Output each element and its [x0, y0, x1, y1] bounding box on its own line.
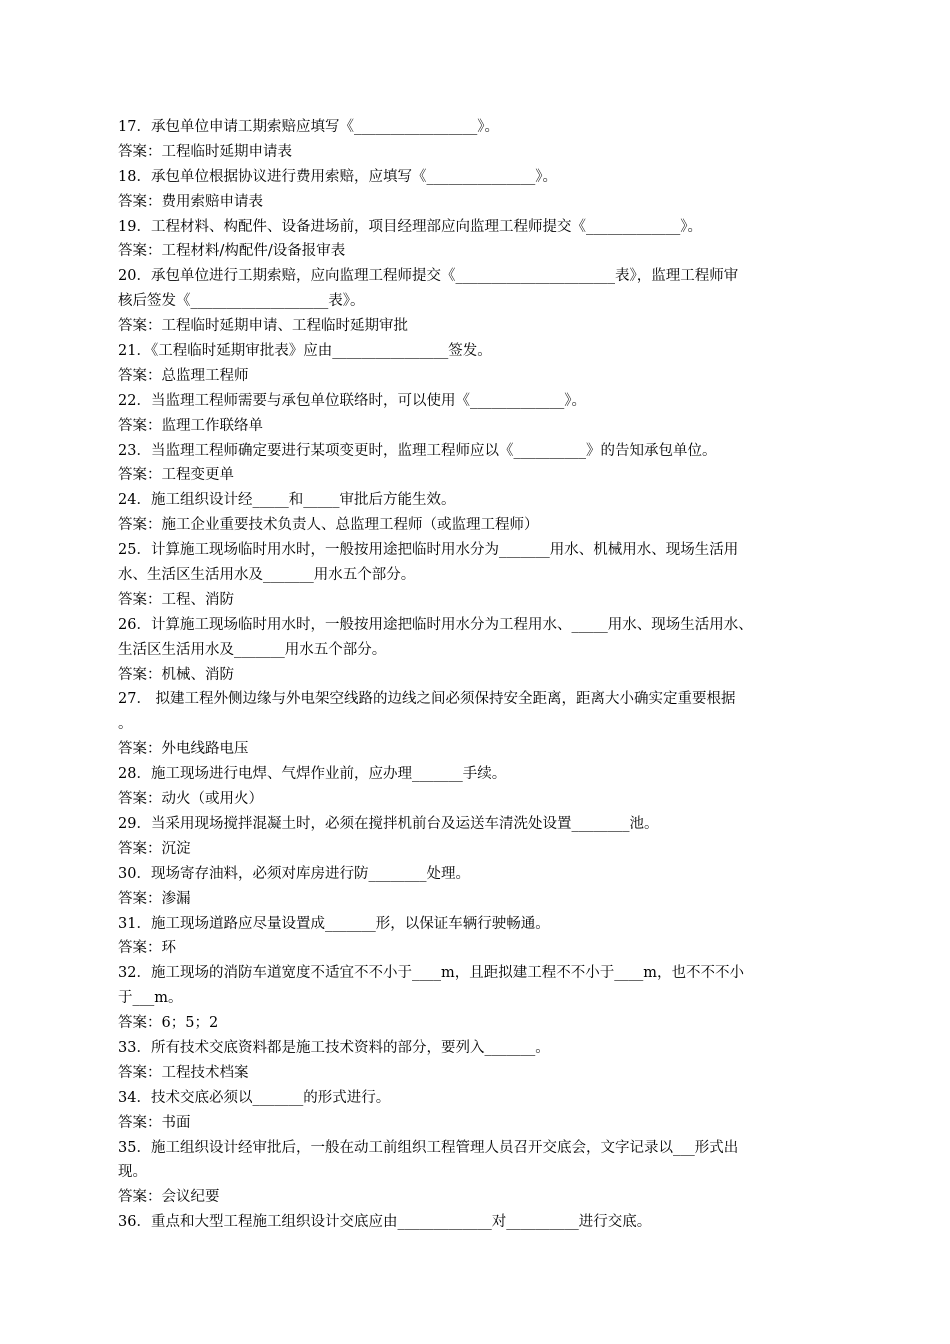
q17-text: 17．承包单位申请工期索赔应填写《_________________》。: [118, 119, 499, 135]
q23-answer: 答案：工程变更单: [118, 467, 234, 484]
q35-text-cont: 现。: [118, 1164, 147, 1181]
q26-text: 26．计算施工现场临时用水时，一般按用途把临时用水分为工程用水、_____用水、现场生活用水、: [118, 616, 753, 633]
q32-text: 32．施工现场的消防车道宽度不适宜不不小于____m，且距拟建工程不不小于____m，也不不不小: [118, 965, 744, 982]
q24-answer: 答案：施工企业重要技术负责人、总监理工程师（或监理工程师）: [118, 517, 539, 534]
q27-text: 27． 拟建工程外侧边缘与外电架空线路的边线之间必须保持安全距离，距离大小确实定重要根据: [118, 691, 736, 708]
q35-text: 35．施工组织设计经审批后，一般在动工前组织工程管理人员召开交底会，文字记录以___形式出: [118, 1139, 739, 1156]
q25-text-cont: 水、生活区生活用水及_______用水五个部分。: [118, 567, 416, 584]
q17-answer: 答案：工程临时延期申请表: [118, 143, 292, 160]
q33-answer: 答案：工程技术档案: [118, 1064, 249, 1081]
q28-text: 28．施工现场进行电焊、气焊作业前，应办理_______手续。: [118, 766, 507, 783]
q29-answer: 答案：沉淀: [118, 840, 191, 857]
q29-text: 29．当采用现场搅拌混凝土时，必须在搅拌机前台及运送车清洗处设置________池。: [118, 815, 659, 832]
q34-answer: 答案：书面: [118, 1114, 191, 1131]
q31-text: 31．施工现场道路应尽量设置成_______形，以保证车辆行驶畅通。: [118, 915, 550, 932]
q31-answer: 答案：环: [118, 940, 176, 957]
q30-answer: 答案：渗漏: [118, 890, 191, 907]
q25-answer: 答案：工程、消防: [118, 591, 234, 608]
q19-answer: 答案：工程材料/构配件/设备报审表: [118, 243, 346, 260]
q20-answer: 答案：工程临时延期申请、工程临时延期审批: [118, 318, 408, 335]
q34-text: 34．技术交底必须以_______的形式进行。: [118, 1089, 391, 1106]
q33-text: 33．所有技术交底资料都是施工技术资料的部分，要列入_______。: [118, 1039, 550, 1056]
q36-text: 36．重点和大型工程施工组织设计交底应由_____________对__________进行交底。: [118, 1214, 652, 1231]
q26-text-cont: 生活区生活用水及_______用水五个部分。: [118, 641, 387, 658]
q25-text: 25．计算施工现场临时用水时，一般按用途把临时用水分为_______用水、机械用水、现场生活用: [118, 542, 739, 559]
q18-text: 18．承包单位根据协议进行费用索赔，应填写《_______________》。: [118, 168, 557, 185]
q18-answer: 答案：费用索赔申请表: [118, 193, 263, 210]
q21-text: 21．《工程临时延期审批表》应由________________签发。: [118, 343, 492, 360]
q24-text: 24．施工组织设计经_____和_____审批后方能生效。: [118, 492, 456, 509]
q20-text: 20．承包单位进行工期索赔，应向监理工程师提交《______________________表》，监理工程师审: [118, 268, 739, 285]
document-body: [118, 115, 842, 1235]
q20-text-cont: 核后签发《___________________表》。: [118, 293, 365, 310]
q22-text: 22．当监理工程师需要与承包单位联络时，可以使用《_____________》。: [118, 392, 586, 409]
q23-text: 23．当监理工程师确定要进行某项变更时，监理工程师应以《__________》的告知承包单位。: [118, 442, 717, 459]
q27-answer: 答案：外电线路电压: [118, 741, 249, 758]
q22-answer: 答案：监理工作联络单: [118, 417, 263, 434]
q32-text-cont: 于___m。: [118, 990, 183, 1007]
q27-text-cont: 。: [118, 716, 133, 733]
q32-answer: 答案：6；5；2: [118, 1015, 219, 1032]
q30-text: 30．现场寄存油料，必须对库房进行防________处理。: [118, 865, 470, 882]
q21-answer: 答案：总监理工程师: [118, 367, 249, 384]
q19-text: 19．工程材料、构配件、设备进场前，项目经理部应向监理工程师提交《_____________》。: [118, 218, 702, 235]
q26-answer: 答案：机械、消防: [118, 666, 234, 683]
q35-answer: 答案：会议纪要: [118, 1189, 220, 1206]
q28-answer: 答案：动火（或用火）: [118, 791, 263, 808]
